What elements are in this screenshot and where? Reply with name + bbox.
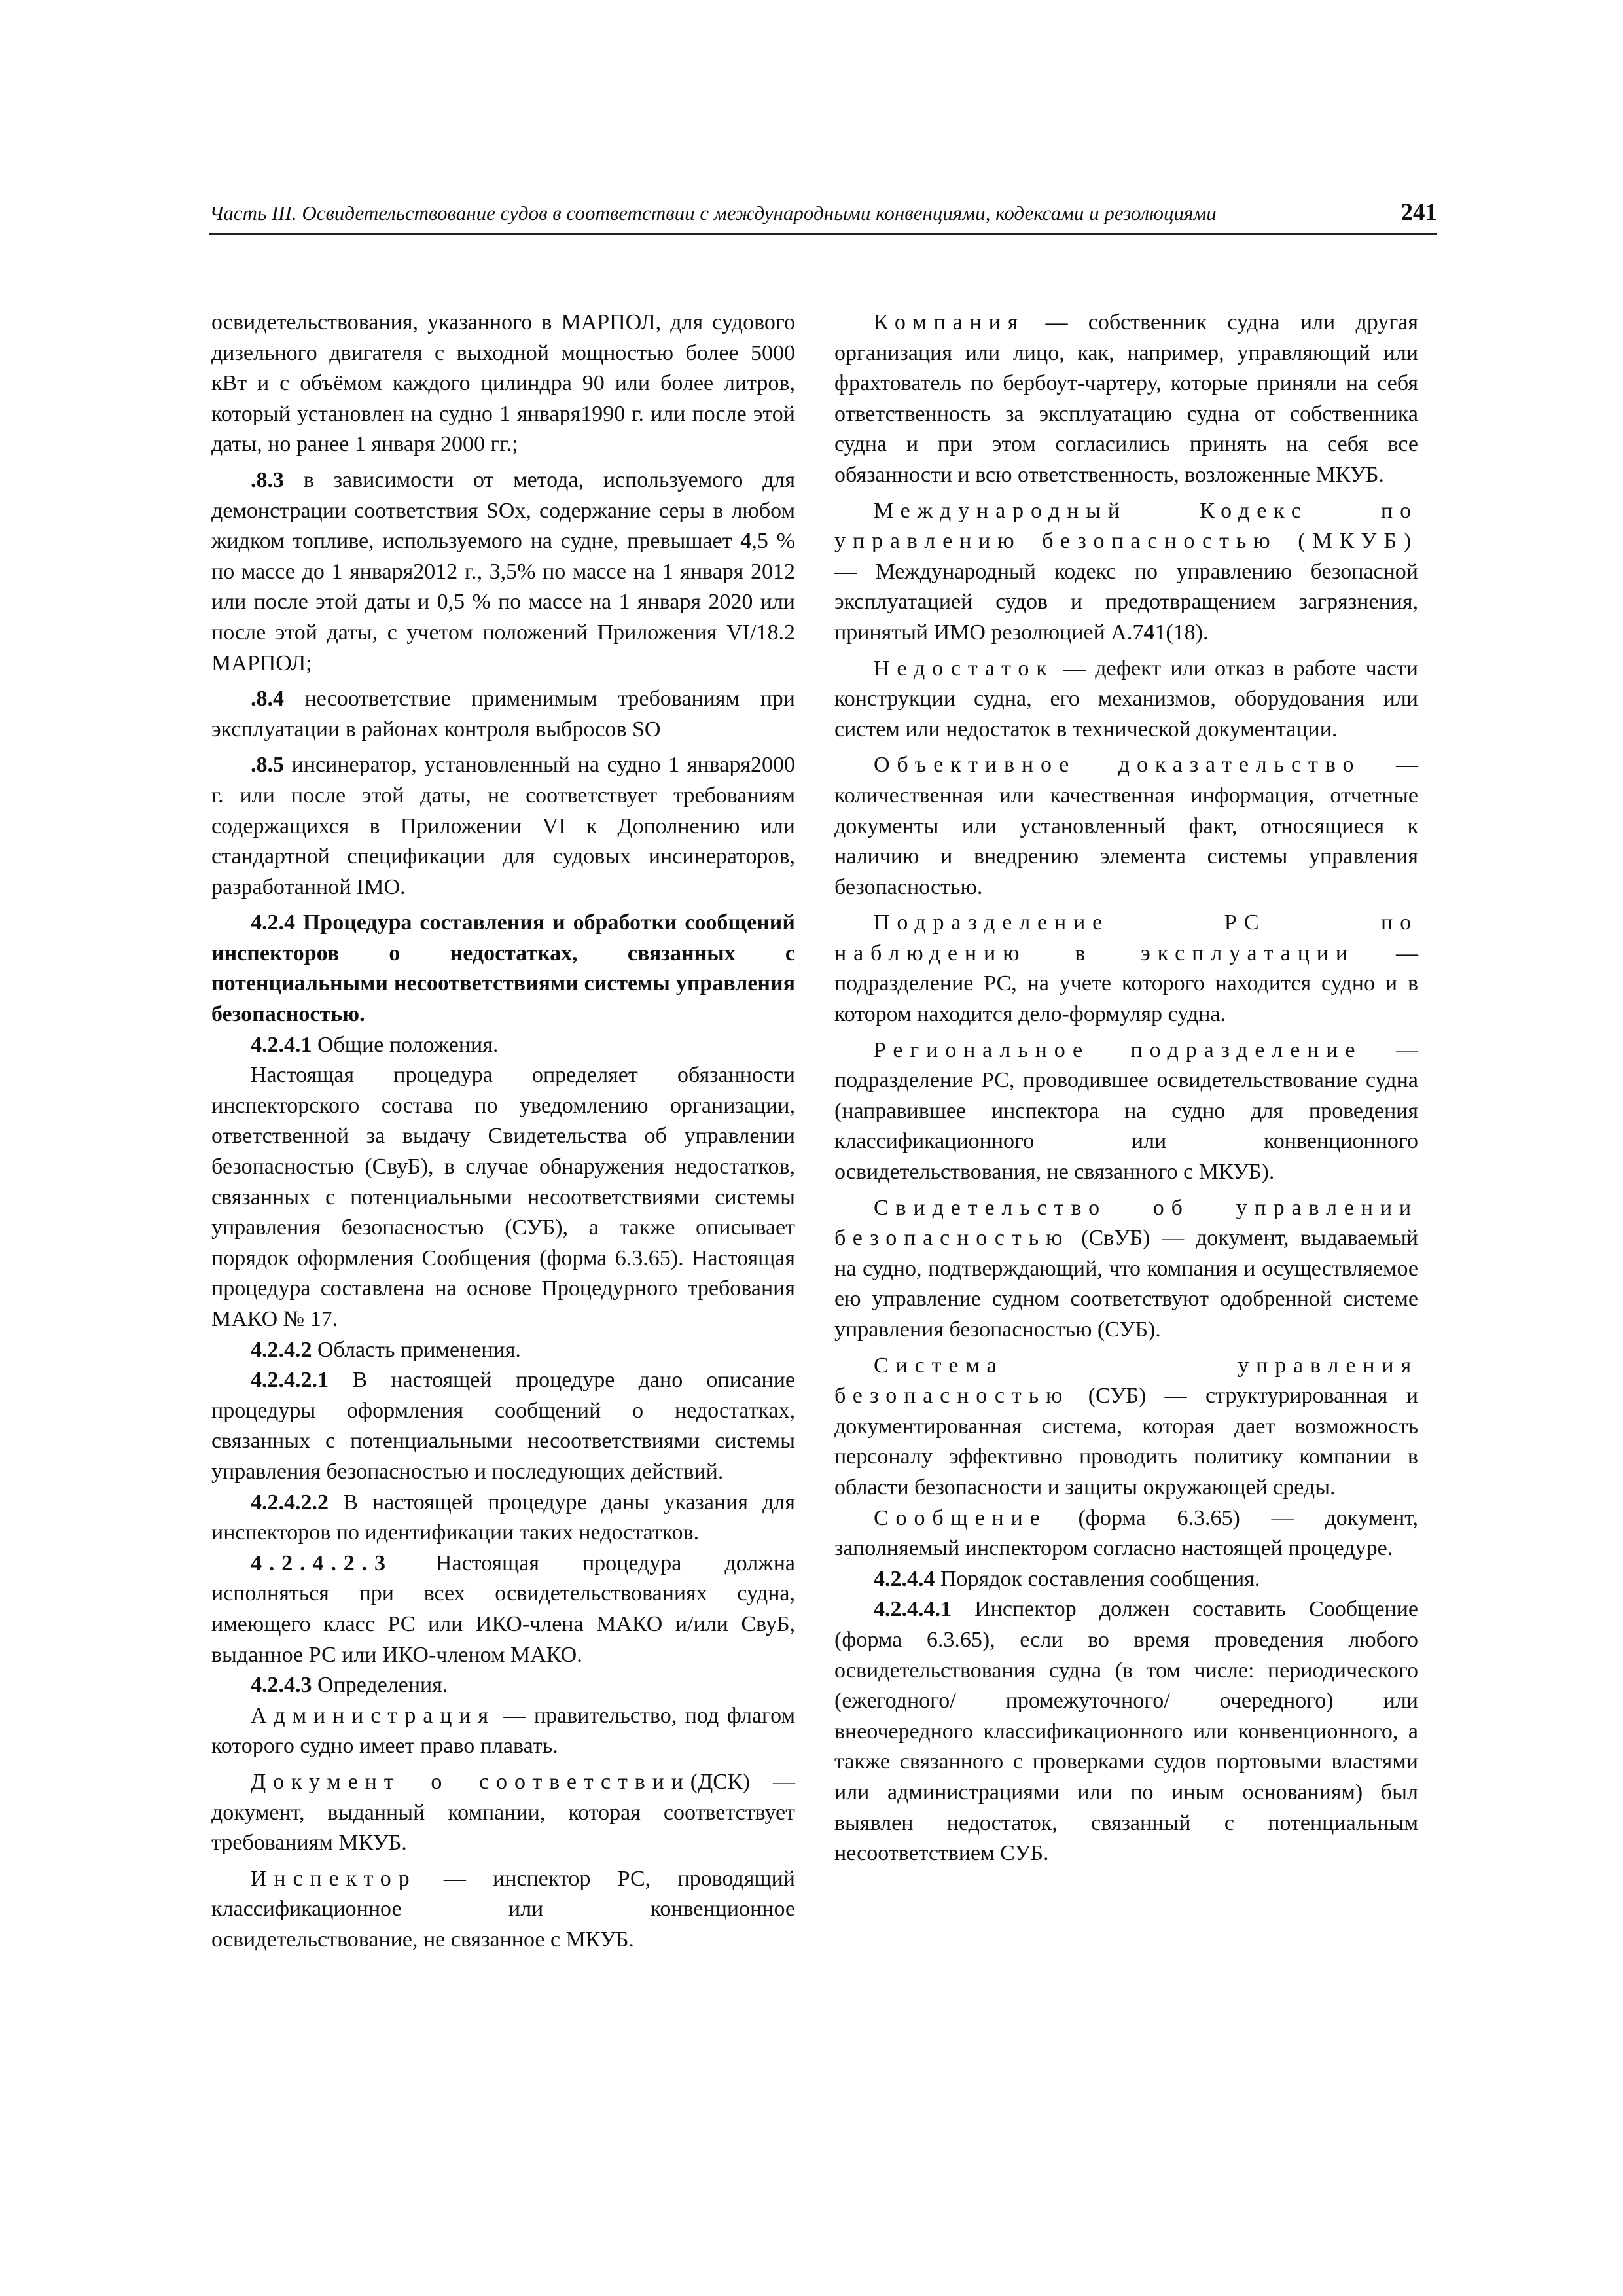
defined-term: Компания	[874, 310, 1026, 334]
definition: Система управления безопасностью (СУБ) — структурированная и документированная система, которая дает возможность персоналу эффективно проводить политику компании в области безопасности и защиты окружающей среды.	[834, 1353, 1418, 1499]
defined-term: Система управления безопасностью	[834, 1353, 1418, 1408]
defined-term: Документ о соответствии	[251, 1769, 690, 1794]
right-column	[834, 308, 1418, 1869]
item-number: 4.2.4.4.1	[874, 1597, 952, 1622]
item-number: 4.2.4.3	[251, 1673, 312, 1698]
defined-term: Недостаток	[874, 656, 1054, 681]
paragraph: 4.2.4.1 Общие положения.	[251, 1032, 499, 1057]
paragraph: 4.2.4.2.3 Настоящая процедура должна исполняться при всех освидетельствованиях судна, имеющего класс РС или ИКО-члена МАКО и/или СвуБ, выданное РС или ИКО-членом МАКО.	[211, 1551, 795, 1667]
item-number: 4.2.4.2.3	[251, 1551, 393, 1575]
defined-term: Инспектор	[251, 1866, 417, 1891]
definition: Недостаток — дефект или отказ в работе части конструкции судна, его механизмов, оборудования или систем или недостаток в технической документации.	[834, 656, 1418, 742]
paragraph: 4.2.4.2.1 В настоящей процедуре дано описание процедуры оформления сообщений о недостатках, связанных с потенциальными несоответствиями системы управления безопасностью и последующих действий.	[211, 1368, 795, 1484]
definition: Сообщение (форма 6.3.65) — документ, заполняемый инспектором согласно настоящей процедуре.	[834, 1505, 1418, 1561]
defined-term: Объективное доказательство	[874, 753, 1361, 778]
paragraph: 4.2.4.4.1 Инспектор должен составить Сообщение (форма 6.3.65), если во время проведения любого освидетельствования судна (в том числе: периодического (ежегодного/ промежуточного/ очередного) или внеочередного классификационного или конвенционного, а также связанного с проверками судов портовыми властями или администрациями или по иным основаниям) был выявлен недостаток, связанный с потенциальным несоответствием СУБ.	[834, 1597, 1418, 1866]
defined-term: Региональное подразделение	[874, 1037, 1363, 1062]
definition: Документ о соответствии(ДСК) — документ, выданный компании, которая соответствует требованиям МКУБ.	[211, 1769, 795, 1856]
definition: Региональное подразделение — подразделение РС, проводившее освидетельствование судна (направившее инспектора на судно для проведения классификационного или конвенционного освидетельствования, не связанного с МКУБ).	[834, 1037, 1418, 1185]
defined-term: Подразделение РС по наблюдению в эксплуатации	[834, 910, 1418, 965]
section-heading: 4.2.4 Процедура составления и обработки сообщений инспекторов о недостатках, связанных с потенциальными несоответствиями системы управления безопасностью.	[211, 910, 795, 1027]
paragraph: 4.2.4.2.2 В настоящей процедуре даны указания для инспекторов по идентификации таких недостатков.	[211, 1490, 795, 1545]
item-number: 4.2.4.2	[251, 1337, 312, 1362]
defined-term: Сообщение	[874, 1505, 1047, 1530]
definition: Компания — собственник судна или другая организация или лицо, как, например, управляющий или фрахтователь по бербоут-чартеру, которые приняли на себя ответственность за эксплуатацию судна от собственника судна и при этом согласились принять на себя все обязанности и всю ответственность, возложенные МКУБ.	[834, 310, 1418, 487]
definition: Свидетельство об управлении безопасностью (СвУБ) — документ, выдаваемый на судно, подтверждающий, что компания и осуществляемое ею управление судном соответствуют одобренной системе управления безопасностью (СУБ).	[834, 1195, 1418, 1342]
paragraph: освидетельствования, указанного в МАРПОЛ, для судового дизельного двигателя с выходной мощностью более 5000 кВт и с объёмом каждого цилиндра 90 или более литров, который установлен на судно 1 января1990 г. или после этой даты, но ранее 1 января 2000 гг.;	[211, 310, 795, 457]
definition: Подразделение РС по наблюдению в эксплуатации — подразделение РС, на учете которого находится судно и в котором находится дело-формуляр судна.	[834, 910, 1419, 1027]
item-number: 4.2.4.2.2	[251, 1490, 329, 1515]
running-header	[209, 198, 1437, 232]
paragraph: .8.4 несоответствие применимым требованиям при эксплуатации в районах контроля выбросов SO	[211, 687, 795, 742]
header-rule	[209, 233, 1437, 235]
left-column	[211, 308, 795, 1955]
paragraph: 4.2.4.3 Определения.	[251, 1673, 448, 1698]
item-number: 4.2.4.2.1	[251, 1368, 329, 1393]
paragraph: .8.3 в зависимости от метода, используемого для демонстрации соответствия SOx, содержание серы в любом жидком топливе, используемого на судне, превышает 4,5 % по массе до 1 января2012 г., 3,5% по массе на 1 января 2012 или после этой даты и 0,5 % по массе на 1 января 2020 или после этой даты, с учетом положений Приложения VI/18.2 МАРПОЛ;	[211, 467, 795, 675]
defined-term: Свидетельство об управлении безопасностью	[834, 1195, 1418, 1251]
paragraph: 4.2.4.2 Область применения.	[251, 1337, 521, 1362]
definition: Объективное доказательство — количественная или качественная информация, отчетные документы или установленный факт, относящиеся к наличию и внедрению элемента системы управления безопасностью.	[834, 753, 1418, 899]
definition: Администрация — правительство, под флагом которого судно имеет право плавать.	[211, 1703, 795, 1759]
page-number: 241	[1400, 199, 1437, 226]
paragraph: Настоящая процедура определяет обязанности инспекторского состава по уведомлению организации, ответственной за выдачу Свидетельства об управлении безопасностью (СвуБ), в случае обнаружения недостатков, связанных с потенциальными несоответствиями системы управления безопасностью (СУБ), а также описывает порядок оформления Сообщения (форма 6.3.65). Настоящая процедура составлена на основе Процедурного требования МАКО № 17.	[211, 1063, 795, 1331]
item-number: 4.2.4.4	[874, 1566, 935, 1591]
definition: Инспектор — инспектор РС, проводящий классификационное или конвенционное освидетельствование, не связанное с МКУБ.	[211, 1866, 795, 1952]
paragraph: .8.5 инсинератор, установленный на судно 1 января2000 г. или после этой даты, не соответствует требованиям содержащихся в Приложении VI к Дополнению или стандартной спецификации для судовых инсинераторов, разработанной IMO.	[211, 753, 795, 899]
item-number: .8.5	[251, 753, 284, 778]
defined-term: Администрация	[251, 1703, 495, 1728]
defined-term: Международный Кодекс по управлению безопасностью (МКУБ)	[834, 498, 1418, 554]
item-number: .8.4	[251, 687, 284, 711]
definition: Международный Кодекс по управлению безопасностью (МКУБ) — Международный кодекс по управлению безопасной эксплуатацией судов и предотвращением загрязнения, принятый ИМО резолюцией А.741(18).	[834, 498, 1418, 645]
running-header-title: Часть III. Освидетельствование судов в соответствии с международными конвенциями, кодексами и резолюциями	[209, 202, 1217, 224]
item-number: 4.2.4.1	[251, 1032, 312, 1057]
item-number: .8.3	[251, 467, 284, 492]
paragraph: 4.2.4.4 Порядок составления сообщения.	[874, 1566, 1260, 1591]
